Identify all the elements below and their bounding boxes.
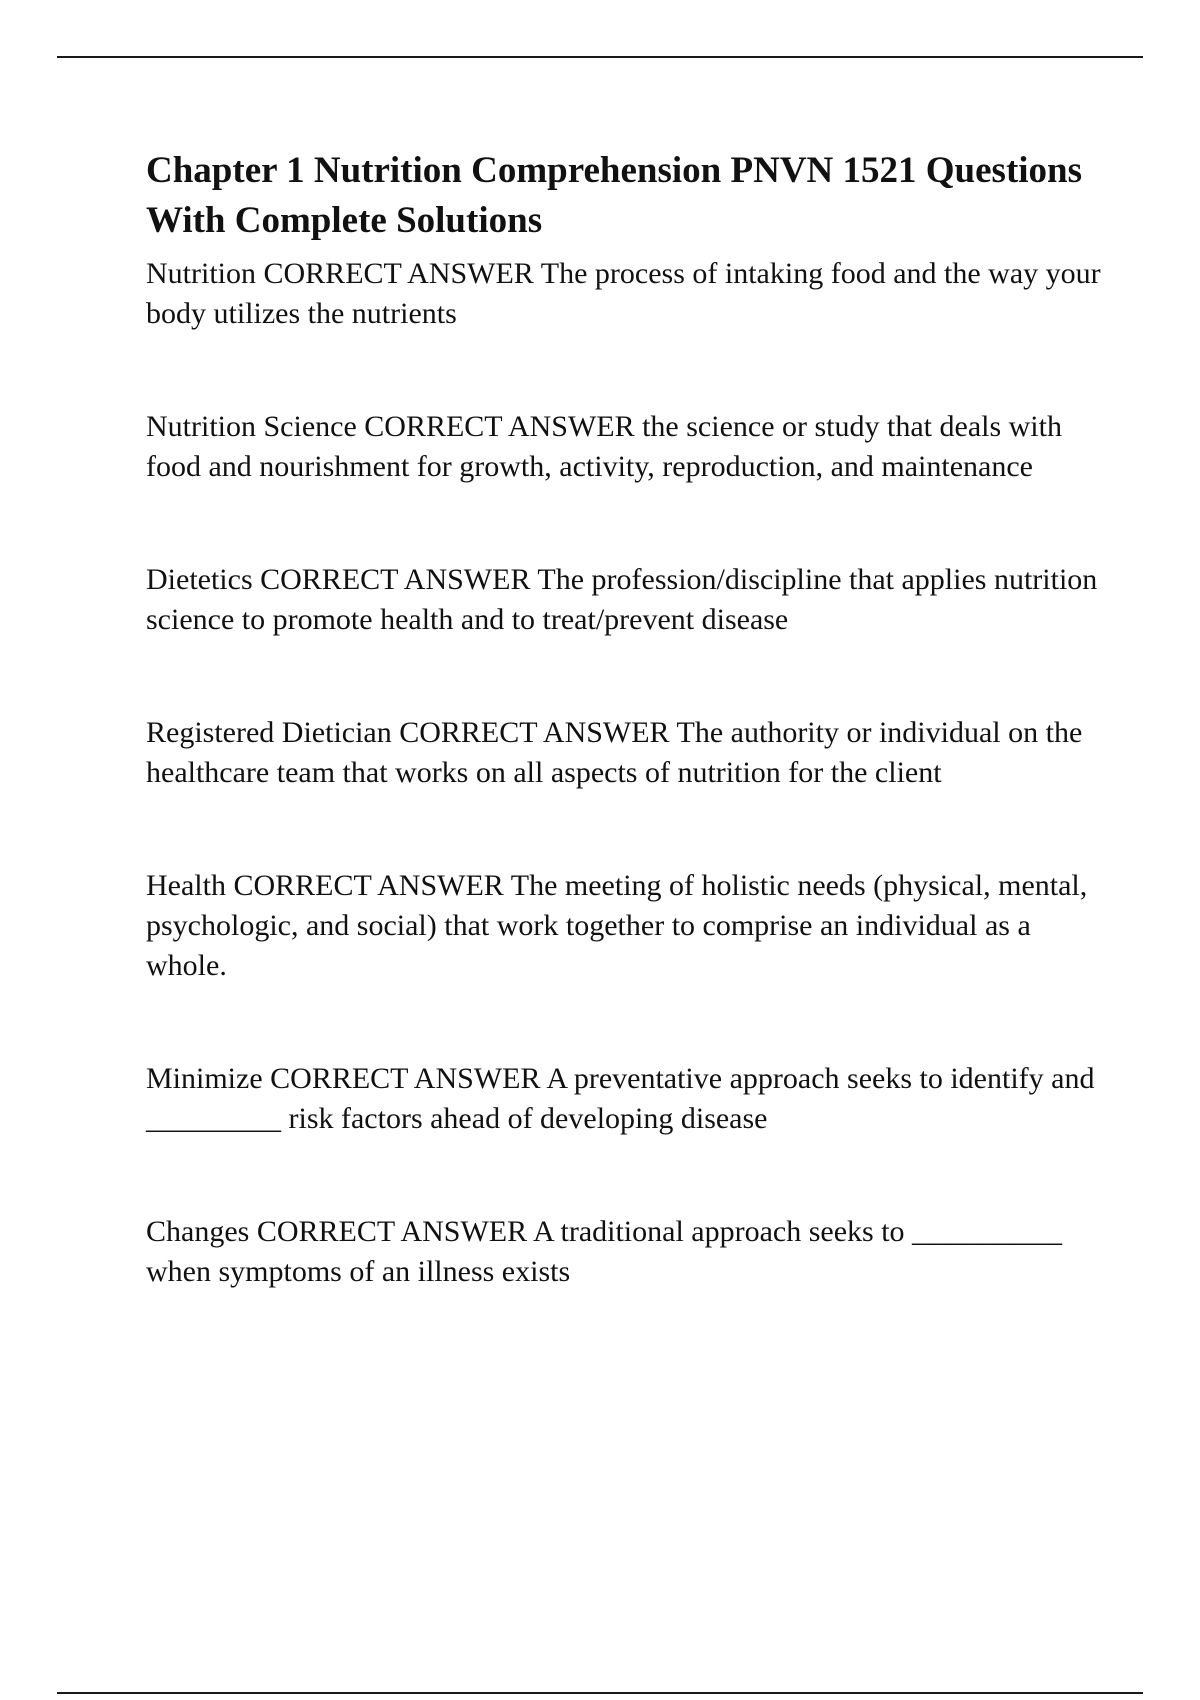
document-body <box>146 146 1106 1365</box>
top-divider <box>57 56 1143 58</box>
qa-item-nutrition: Nutrition CORRECT ANSWER The process of intaking food and the way your body utilizes the nutrients <box>146 257 1101 330</box>
qa-item-health: Health CORRECT ANSWER The meeting of holistic needs (physical, mental, psychologic, and social) that work together to comprise an individual as a whole. <box>146 869 1088 982</box>
qa-list <box>146 254 1106 1292</box>
qa-item-changes: Changes CORRECT ANSWER A traditional approach seeks to __________ when symptoms of an illness exists <box>146 1215 1063 1288</box>
qa-item-minimize: Minimize CORRECT ANSWER A preventative approach seeks to identify and _________ risk factors ahead of developing disease <box>146 1062 1095 1135</box>
qa-item-nutrition-science: Nutrition Science CORRECT ANSWER the science or study that deals with food and nourishment for growth, activity, reproduction, and maintenance <box>146 410 1062 483</box>
qa-item-dietetics: Dietetics CORRECT ANSWER The profession/discipline that applies nutrition science to promote health and to treat/prevent disease <box>146 563 1098 636</box>
document-title: Chapter 1 Nutrition Comprehension PNVN 1521 Questions With Complete Solutions <box>146 150 1083 241</box>
qa-item-registered-dietician: Registered Dietician CORRECT ANSWER The authority or individual on the healthcare team that works on all aspects of nutrition for the client <box>146 716 1083 789</box>
bottom-divider <box>57 1692 1143 1694</box>
